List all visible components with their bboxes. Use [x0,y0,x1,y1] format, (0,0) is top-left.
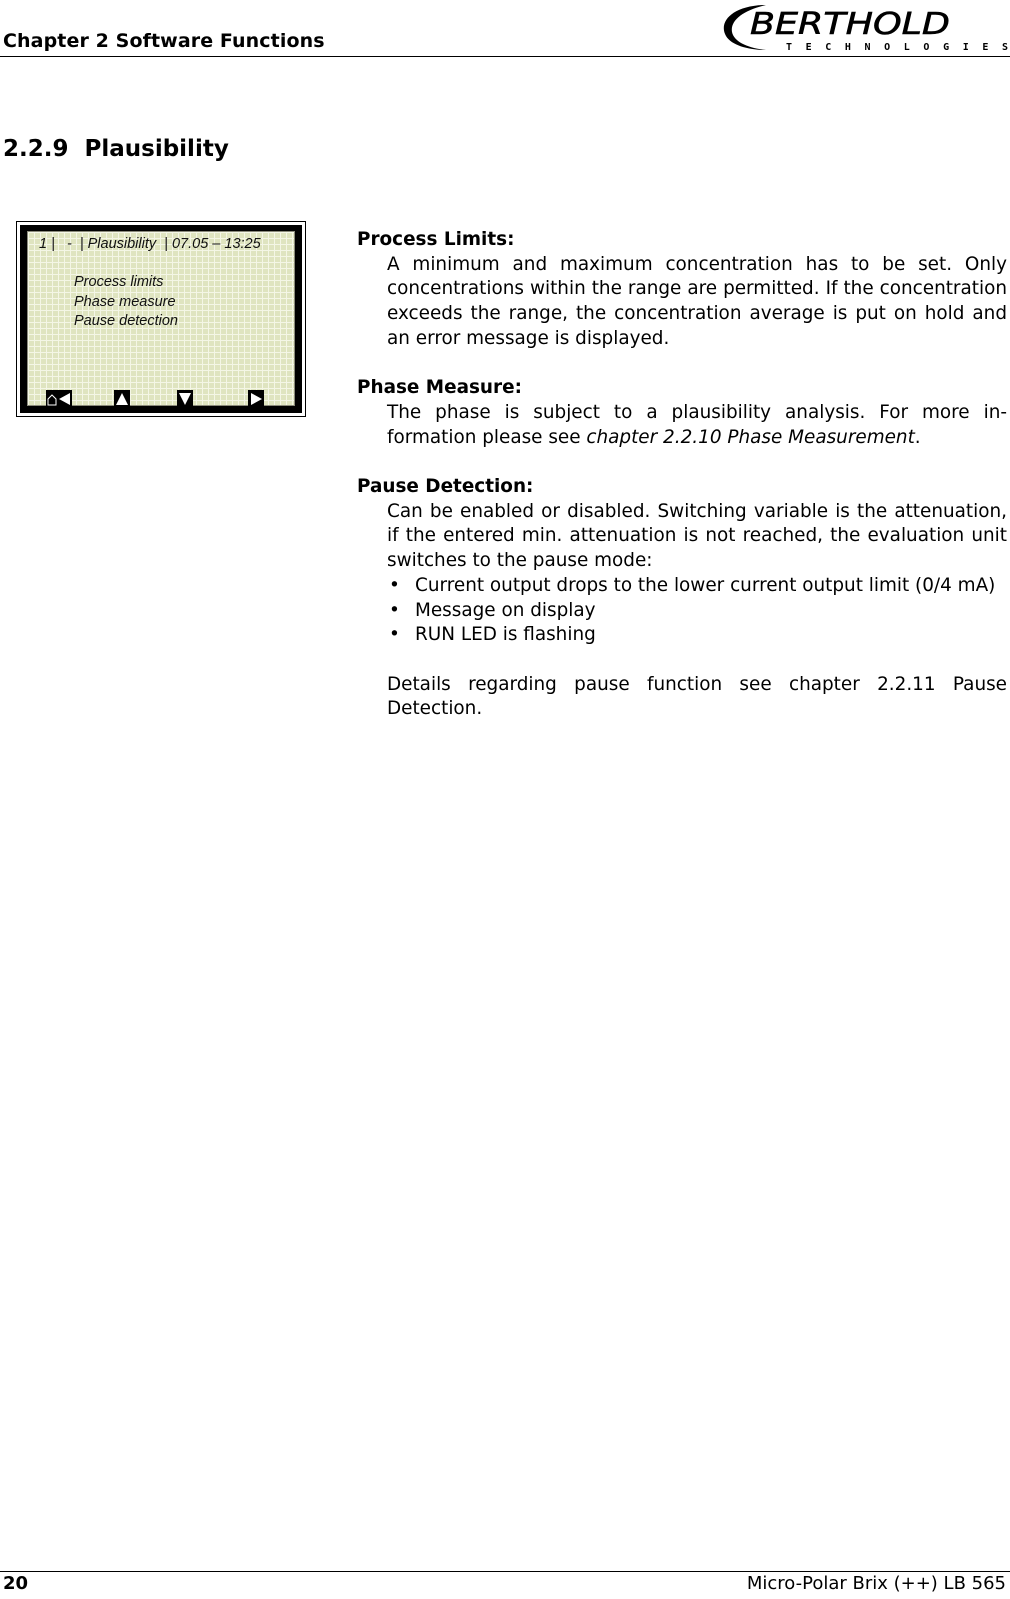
page-header [0,0,1010,58]
lcd-right-button[interactable] [248,390,264,408]
header-divider [0,56,1010,57]
lcd-home-back-button[interactable] [46,390,72,408]
pause-detection-details: Details regarding pause function see chapter 2.2.11 Pause Detection. [387,673,1007,720]
lcd-menu [74,273,178,332]
arrow-right-icon [248,390,264,408]
footer-divider [0,1571,1010,1572]
phase-measure-body [387,401,1007,450]
lcd-display [16,221,306,417]
lcd-status-line: 1 | - | Plausibility | 07.05 – 13:25 [39,236,261,252]
list-item: • Message on display [387,599,1007,624]
list-item: • Current output drops to the lower current output limit (0/4 mA) [387,574,1007,599]
phase-measure-block [357,376,1007,450]
berthold-logo-icon [720,0,1010,56]
phase-measure-body-text: The phase is subject to a plausibility analysis. For more information please see [387,401,1007,448]
page-number: 20 [3,1573,29,1594]
lcd-down-button[interactable] [177,390,193,408]
svg-text:TECHNOLOGIES: TECHNOLOGIES [786,42,1008,53]
svg-text:BERTHOLD: BERTHOLD [750,7,950,42]
phase-measurement-chapter-reference: chapter 2.2.10 Phase Measurement [586,426,915,448]
list-item: • RUN LED is flashing [387,623,1007,648]
lcd-menu-item-phase-measure[interactable]: Phase measure [74,293,176,310]
process-limits-block [357,228,1007,352]
pause-detection-block [357,475,1007,722]
process-limits-body: A minimum and maximum concentration has to be set. Only concentrations within the range are permitted. If the concentration exceeds the range, the concentration average is put on hold and an error message is displayed. [387,253,1007,349]
lcd-menu-item-process-limits[interactable]: Process limits [74,274,164,290]
lcd-up-button[interactable] [114,390,130,408]
chapter-title: Chapter 2 Software Functions [3,30,325,52]
arrow-up-icon [114,390,130,408]
lcd-screen [27,231,295,406]
section-title: 2.2.9 Plausibility [3,136,229,162]
description-column [357,228,1007,747]
process-limits-heading: Process Limits: [357,229,515,250]
pause-detection-body: Can be enabled or disabled. Switching variable is the attenuation, if the entered min. attenuation is not reached, the evaluation unit switches to the pause mode: [387,500,1007,572]
arrow-down-icon [177,390,193,408]
pause-detection-heading: Pause Detection: [357,476,534,497]
product-name: Micro-Polar Brix (++) LB 565 [746,1573,1006,1594]
phase-measure-heading: Phase Measure: [357,377,522,399]
lcd-frame [20,225,302,413]
pause-mode-effects-list [387,574,1007,648]
lcd-menu-item-pause-detection[interactable]: Pause detection [74,313,178,329]
berthold-logo [720,0,1010,56]
phase-measure-body-suffix: . [914,426,921,448]
home-left-arrow-icon [46,390,72,408]
